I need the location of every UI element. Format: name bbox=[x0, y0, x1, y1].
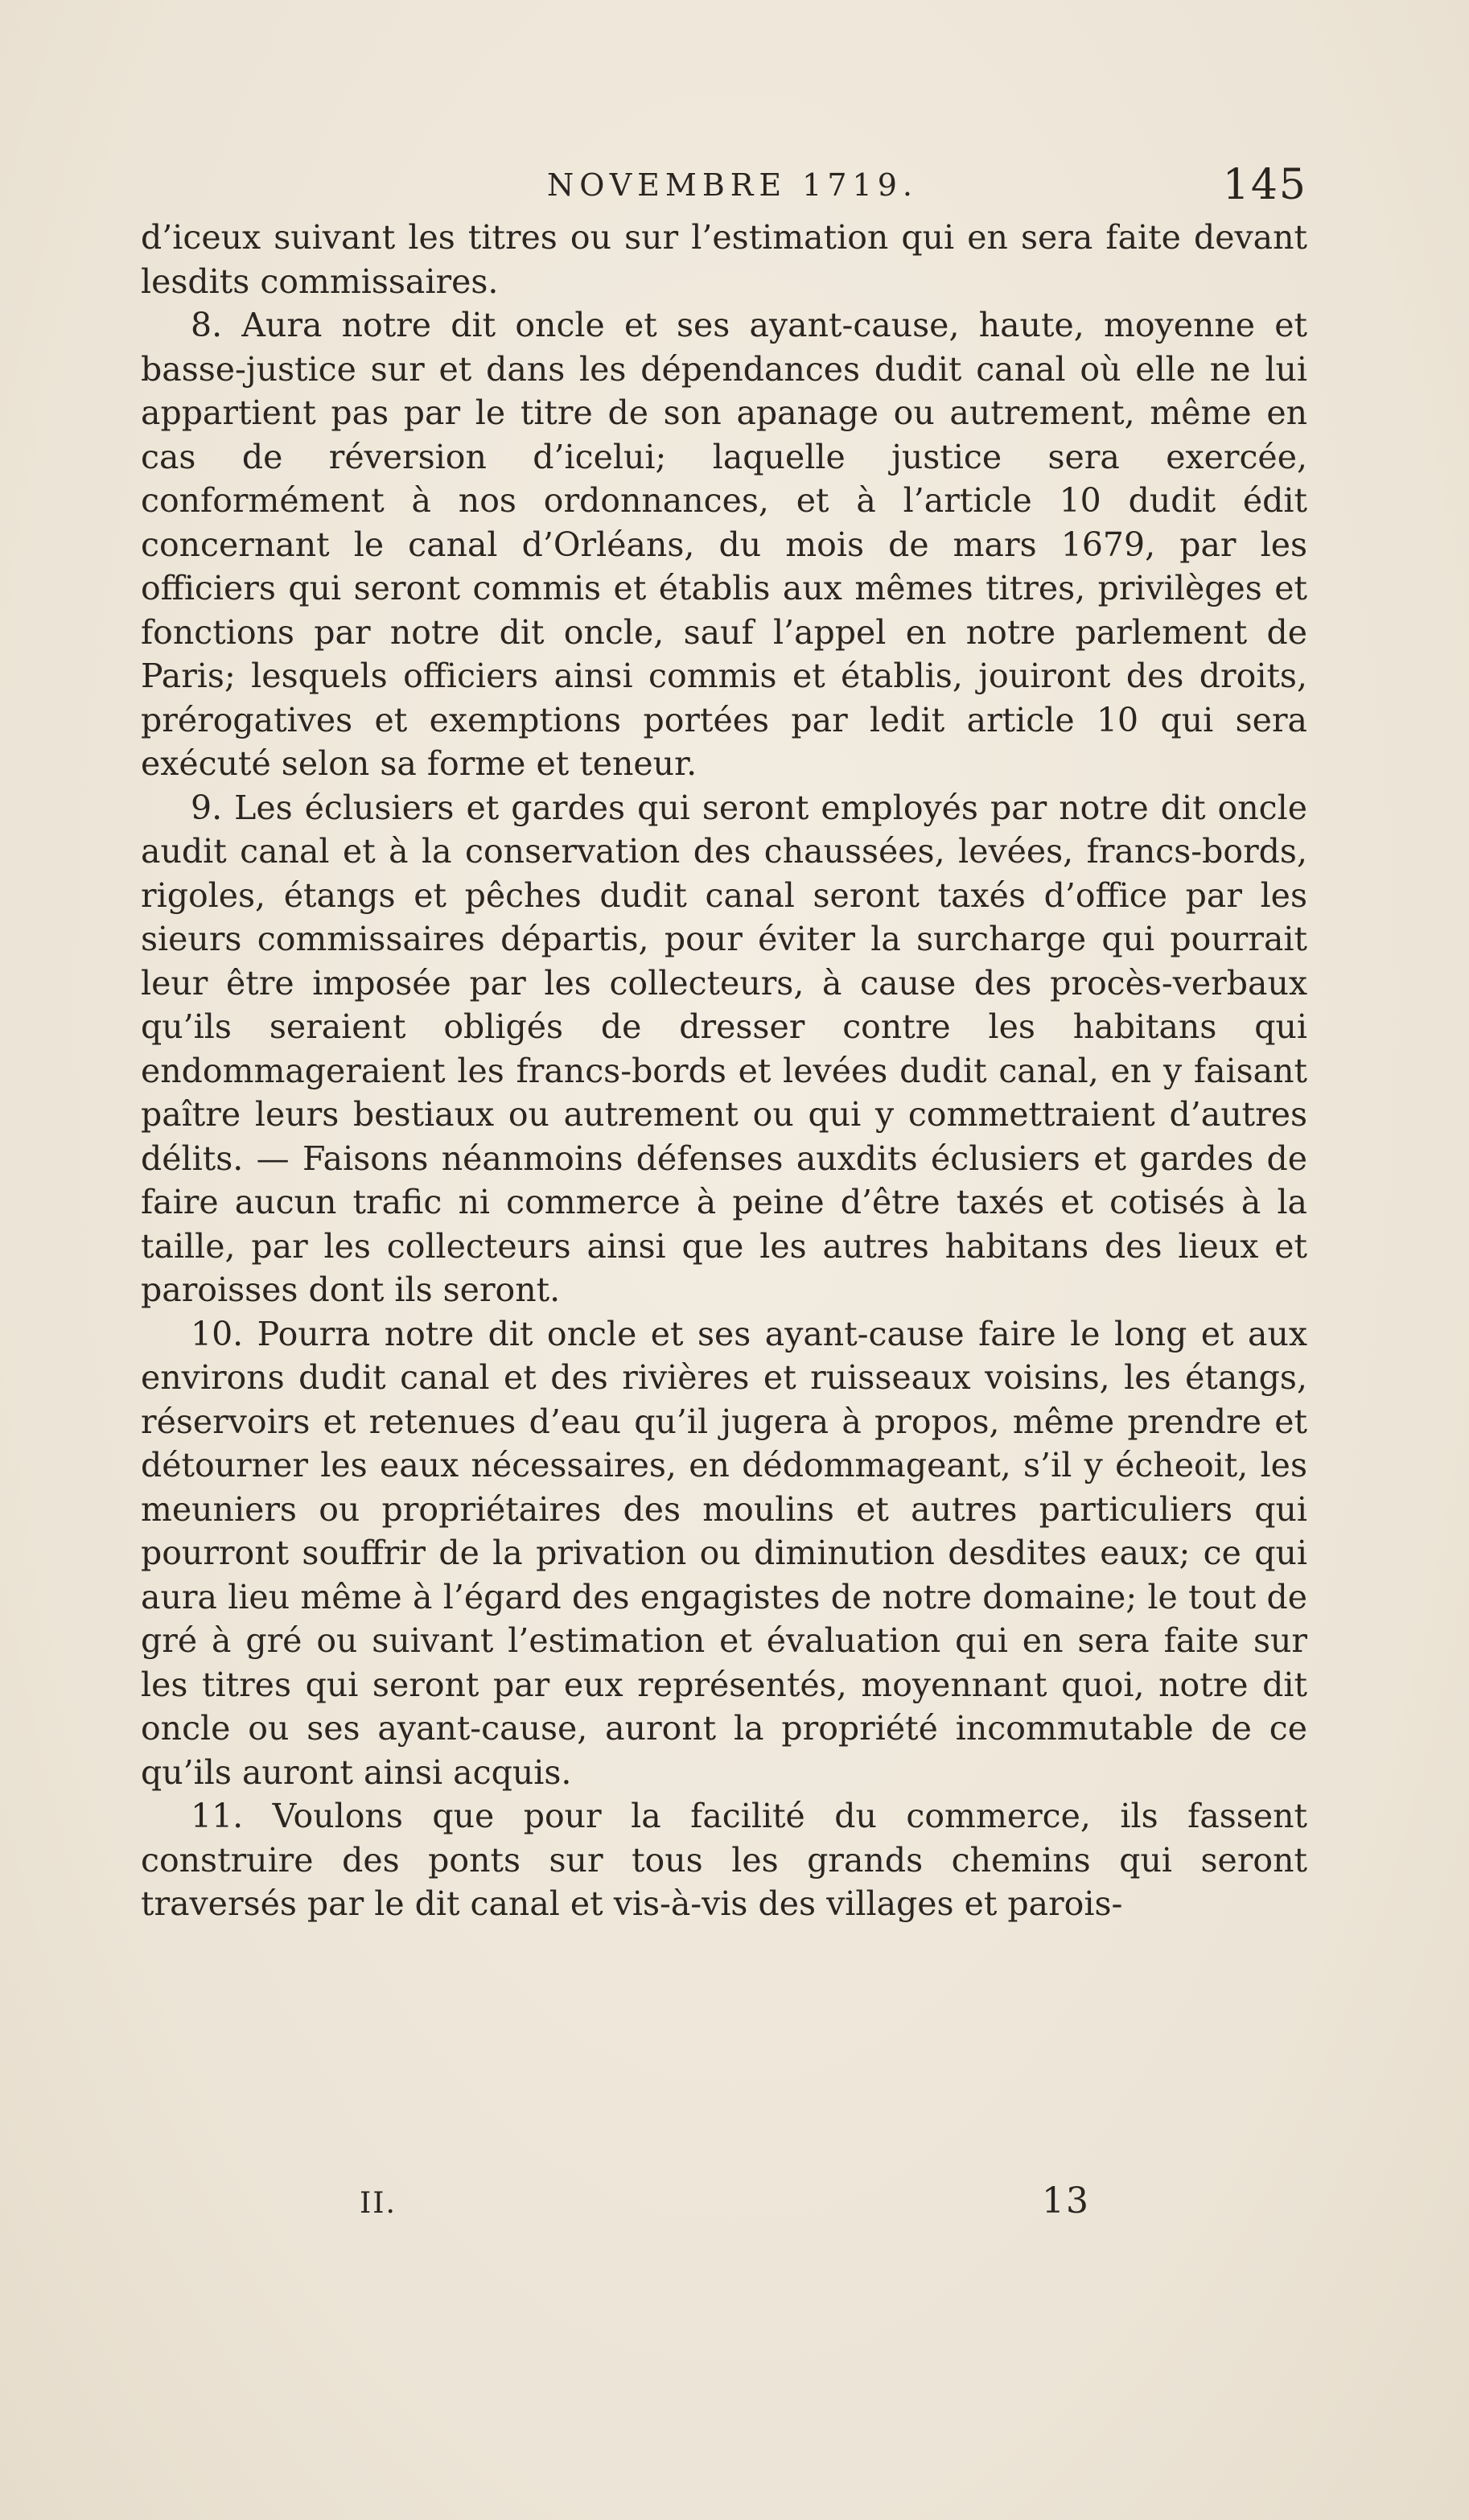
paragraph-article-11: 11. Voulons que pour la facilité du commerce, ils fassent construire des ponts sur tous les grands chemins qui seront traversés par le dit canal et vis-à-vis des villages et parois- bbox=[141, 1797, 1307, 1923]
paragraph-article-10: 10. Pourra notre dit oncle et ses ayant-cause faire le long et aux environs dudit canal et des rivières et ruisseaux voisins, les étangs, réservoirs et retenues d’eau qu’il jugera à propos, même prendre et détourner les eaux nécessaires, en dédommageant, s’il y écheoit, les meuniers ou propriétaires des moulins et autres particuliers qui pourront souffrir de la privation ou diminution desdites eaux; ce qui aura lieu même à l’égard des engagistes de notre domaine; le tout de gré à gré ou suivant l’estimation et évaluation qui en sera faite sur les titres qui seront par eux représentés, moyennant quoi, notre dit oncle ou ses ayant-cause, auront la propriété incommutable de ce qu’ils auront ainsi acquis. bbox=[141, 1314, 1307, 1792]
running-head bbox=[141, 161, 1307, 209]
page-number: 145 bbox=[1222, 161, 1307, 209]
volume-signature: II. bbox=[360, 2187, 397, 2220]
paragraph-article-8: 8. Aura notre dit oncle et ses ayant-cause, haute, moyenne et basse-justice sur et dans les dépendances dudit canal où elle ne lui appartient pas par le titre de son apanage ou autrement, même en cas de réversion d’icelui; laquelle justice sera exercée, conformément à nos ordonnances, et à l’article 10 dudit édit concernant le canal d’Orléans, du mois de mars 1679, par les officiers qui seront commis et établis aux mêmes titres, privilèges et fonctions par notre dit oncle, sauf l’appel en notre parlement de Paris; lesquels officiers ainsi commis et établis, jouiront des droits, prérogatives et exemptions portées par ledit article 10 qui sera exécuté selon sa forme et teneur. bbox=[141, 306, 1307, 783]
paragraph-article-9: 9. Les éclusiers et gardes qui seront employés par notre dit oncle audit canal et à la conservation des chaussées, levées, francs-bords, rigoles, étangs et pêches dudit canal seront taxés d’office par les sieurs commissaires départis, pour éviter la surcharge qui pourrait leur être imposée par les collecteurs, à cause des procès-verbaux qu’ils seraient obligés de dresser contre les habitans qui endommageraient les francs-bords et levées dudit canal, en y faisant paître leurs bestiaux ou autrement ou qui y commettraient d’autres délits. — Faisons néanmoins défenses auxdits éclusiers et gardes de faire aucun trafic ni commerce à peine d’être taxés et cotisés à la taille, par les collecteurs ainsi que les autres habitans des lieux et paroisses dont ils seront. bbox=[141, 788, 1307, 1309]
running-title: NOVEMBRE 1719. bbox=[547, 167, 918, 203]
body-text bbox=[141, 216, 1307, 1926]
paragraph-continuation: d’iceux suivant les titres ou sur l’estimation qui en sera faite devant lesdits commissaires. bbox=[141, 218, 1307, 301]
sheet-number: 13 bbox=[1042, 2180, 1090, 2221]
page-footer bbox=[141, 2180, 1307, 2235]
